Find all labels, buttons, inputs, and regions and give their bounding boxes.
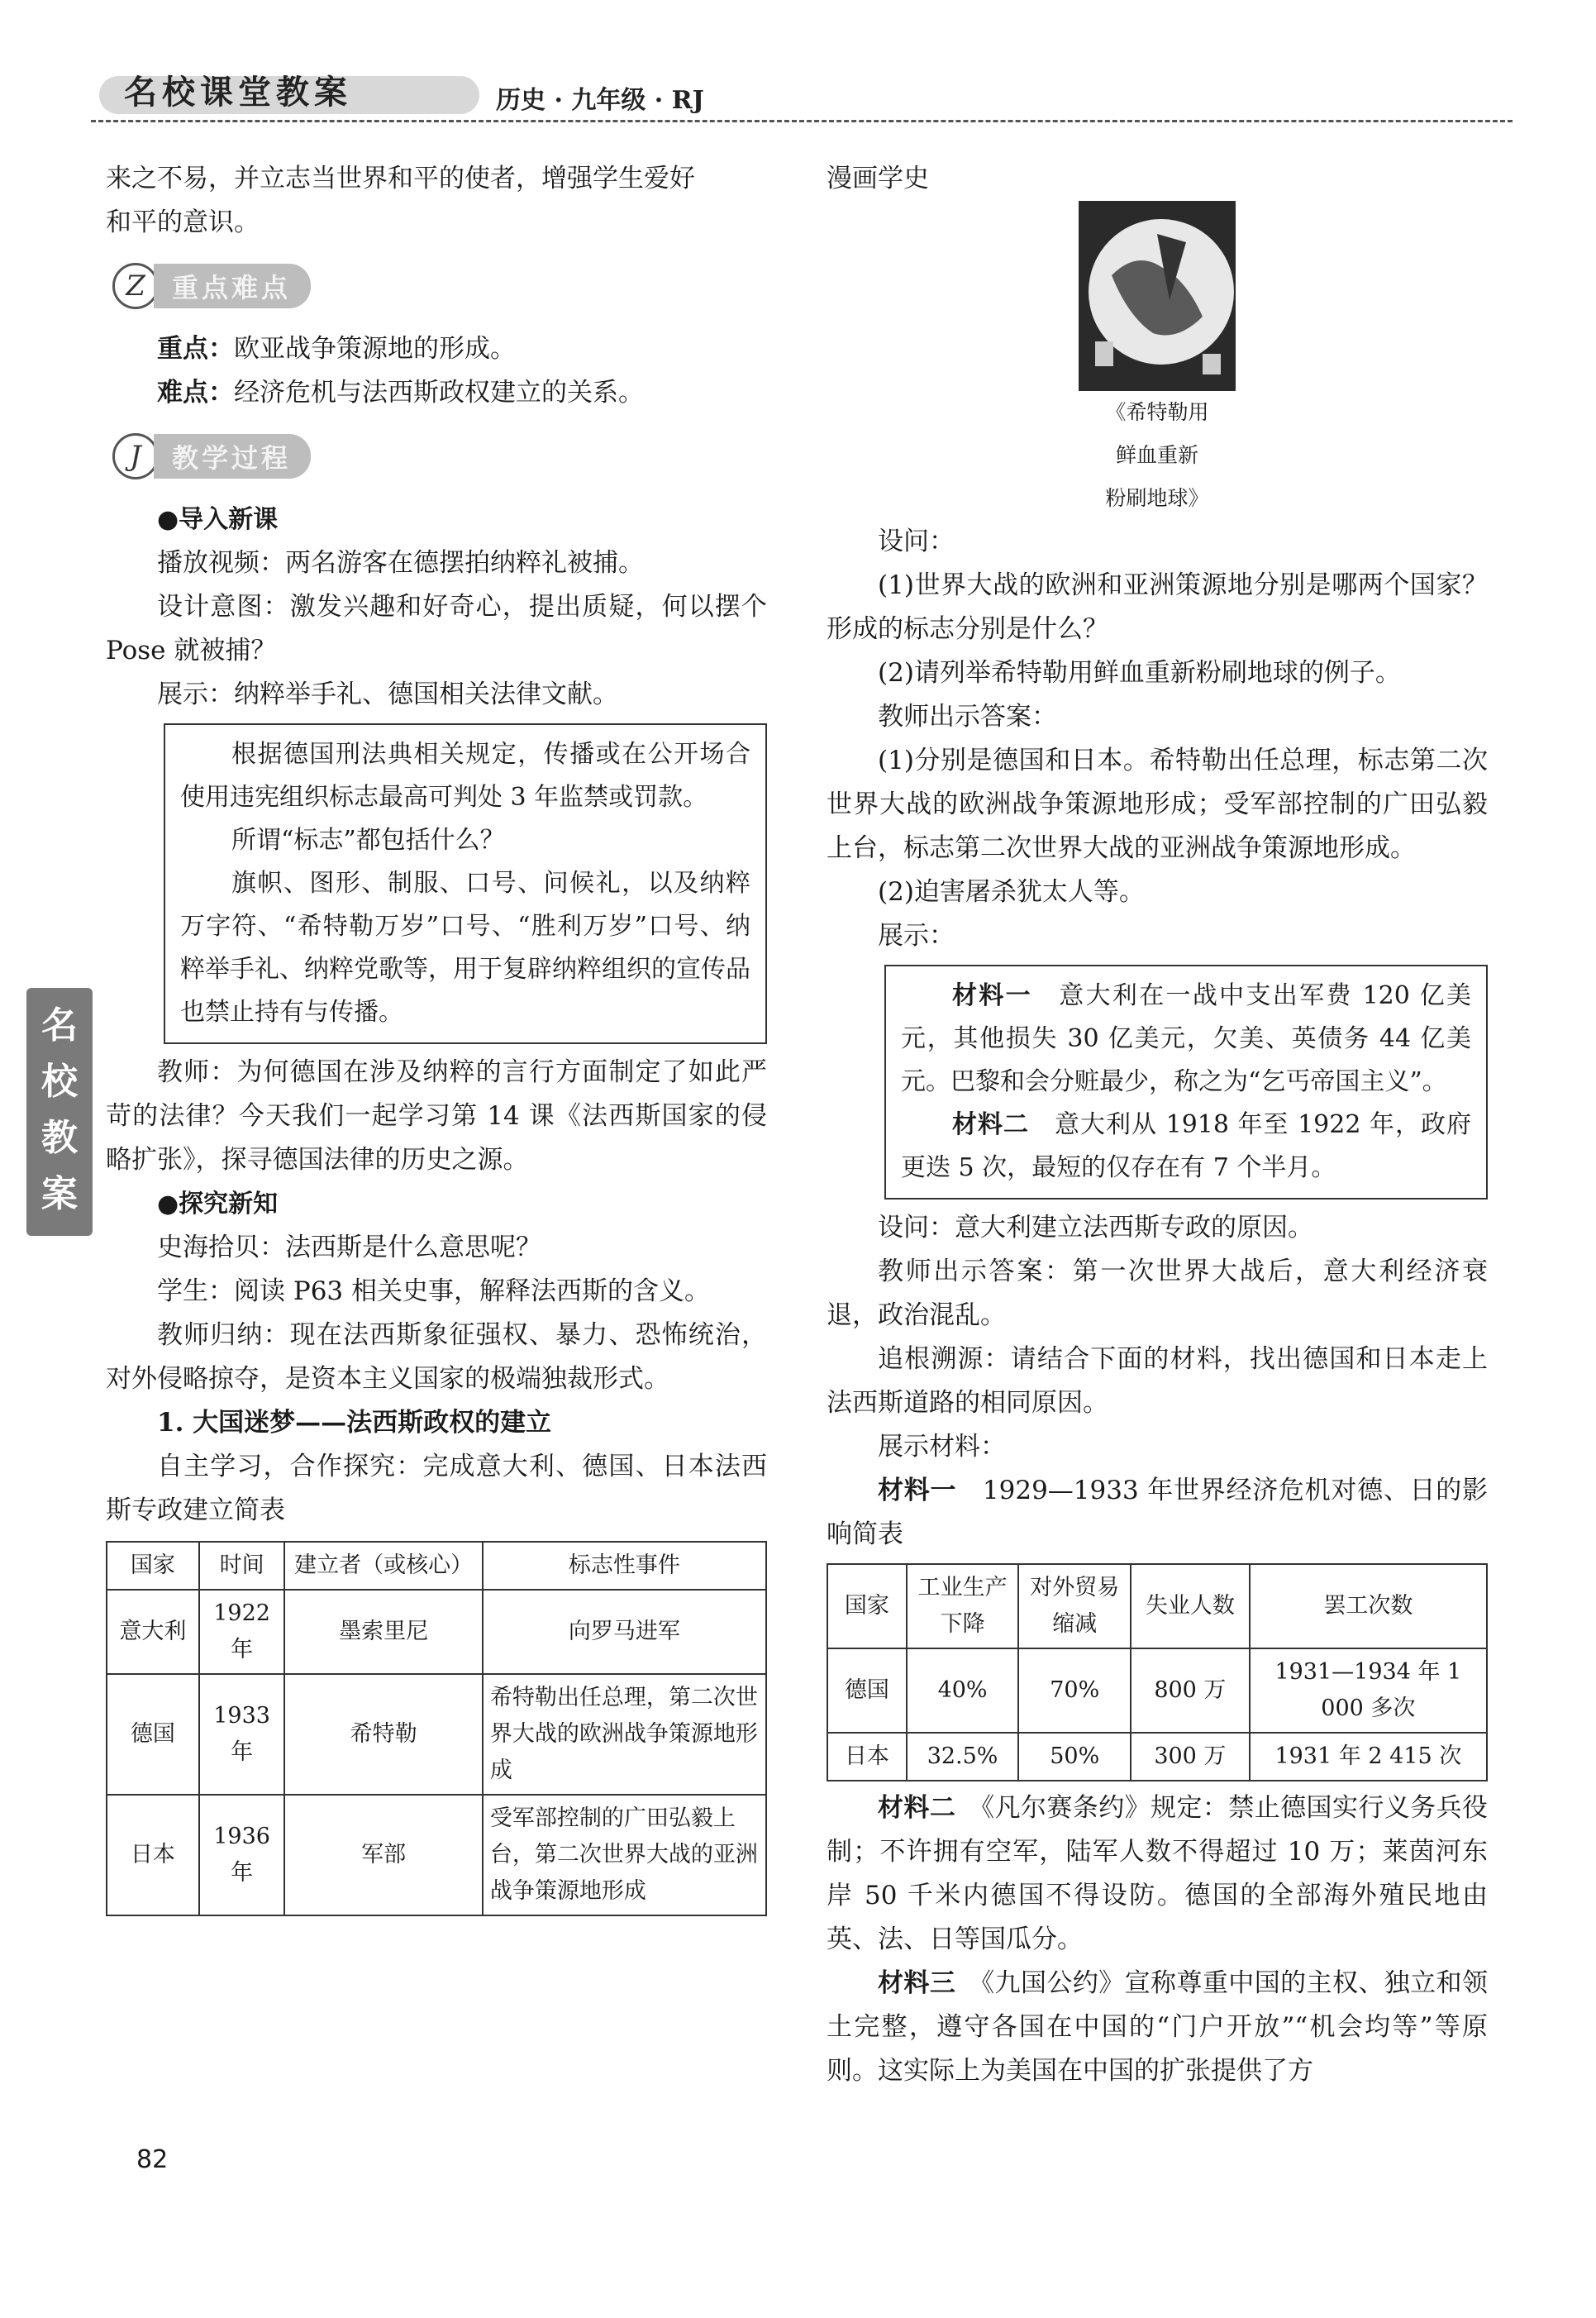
section-badge-icon: J bbox=[112, 433, 159, 479]
intro-line: 来之不易，并立志当世界和平的使者，增强学生爱好 bbox=[106, 164, 695, 193]
question-paragraph: (1)世界大战的欧洲和亚洲策源地分别是哪两个国家？形成的标志分别是什么？ bbox=[827, 570, 1488, 644]
page-number: 82 bbox=[136, 2145, 169, 2174]
explore-paragraph: 教师归纳：现在法西斯象征强权、暴力、恐怖统治，对外侵略掠夺，是资本主义国家的极端独裁形式。 bbox=[106, 1320, 767, 1394]
material-label: 材料一 bbox=[878, 1476, 957, 1505]
material-one bbox=[827, 1469, 1488, 1557]
show-paragraph: 展示： bbox=[878, 921, 955, 951]
table-cell: 日本 bbox=[827, 1733, 907, 1781]
box-paragraph: 旗帜、图形、制服、口号、问候礼，以及纳粹万字符、“希特勒万岁”口号、“胜利万岁”口号、纳粹举手礼、纳粹党歌等，用于复辟纳粹组织的宣传品也禁止持有与传播。 bbox=[180, 869, 750, 1027]
material-text: 《凡尔赛条约》规定：禁止德国实行义务兵役制；不许拥有空军，陆军人数不得超过 10 万；莱茵河东岸 50 千米内德国不得设防。德国的全部海外殖民地由英、法、日等国瓜分。 bbox=[827, 1793, 1489, 1954]
fascist-regime-table bbox=[106, 1541, 767, 1916]
difficult-point bbox=[106, 371, 767, 415]
material-text: 意大利从 1918 年至 1922 年，政府更迭 5 次，最短的仅存在有 7 个半月。 bbox=[901, 1110, 1471, 1182]
crisis-impact-table bbox=[827, 1563, 1488, 1781]
header-subject: 历史 · 九年级 · RJ bbox=[496, 86, 704, 115]
material-label: 材料一 bbox=[952, 981, 1032, 1010]
table-row bbox=[107, 1590, 766, 1674]
process-section-header bbox=[112, 433, 767, 479]
table-header-cell: 失业人数 bbox=[1131, 1564, 1250, 1648]
table-row bbox=[827, 1648, 1487, 1733]
table-header-cell: 建立者（或核心） bbox=[284, 1542, 482, 1590]
after-paragraph: 展示材料： bbox=[878, 1432, 1006, 1462]
intro-line: 和平的意识。 bbox=[106, 207, 260, 237]
after-paragraph: 追根溯源：请结合下面的材料，找出德国和日本走上法西斯道路的相同原因。 bbox=[827, 1344, 1488, 1418]
material-three bbox=[827, 1962, 1488, 2093]
section-title: 教学过程 bbox=[154, 434, 311, 479]
table-cell: 军部 bbox=[284, 1795, 482, 1915]
comic-caption bbox=[827, 391, 1488, 520]
table-header-cell: 对外贸易缩减 bbox=[1018, 1564, 1131, 1648]
material-paragraph bbox=[901, 1104, 1471, 1190]
caption-line: 鲜血重新 bbox=[1115, 443, 1198, 467]
table-cell: 1922 年 bbox=[199, 1590, 285, 1674]
table-cell: 墨索里尼 bbox=[284, 1590, 482, 1674]
left-column bbox=[106, 157, 767, 1916]
question-paragraph: (2)请列举希特勒用鲜血重新粉刷地球的例子。 bbox=[878, 658, 1401, 688]
table-header-cell: 国家 bbox=[107, 1542, 199, 1590]
table-header-cell: 工业生产下降 bbox=[907, 1564, 1019, 1648]
material-paragraph bbox=[901, 975, 1471, 1104]
material-text: 1929—1933 年世界经济危机对德、日的影响简表 bbox=[827, 1476, 1489, 1549]
import-paragraph: 播放视频：两名游客在德摆拍纳粹礼被捕。 bbox=[157, 548, 644, 578]
right-column bbox=[827, 157, 1488, 2093]
explore-paragraph: 学生：阅读 P63 相关史事，解释法西斯的含义。 bbox=[157, 1276, 711, 1306]
key-section-header bbox=[112, 263, 767, 309]
key-label: 重点： bbox=[157, 334, 234, 364]
table-cell: 1936 年 bbox=[199, 1795, 285, 1915]
after-paragraph: 设问：意大利建立法西斯专政的原因。 bbox=[878, 1213, 1313, 1242]
table-header-cell: 罢工次数 bbox=[1250, 1564, 1487, 1648]
box-paragraph: 所谓“标志”都包括什么？ bbox=[231, 826, 505, 855]
table-cell: 1933 年 bbox=[199, 1674, 285, 1795]
section-badge-icon: Z bbox=[112, 263, 159, 309]
difficult-label: 难点： bbox=[157, 378, 234, 408]
table-cell: 希特勒 bbox=[284, 1674, 482, 1795]
explore-paragraph: 史海拾贝：法西斯是什么意思呢？ bbox=[157, 1233, 541, 1262]
table-row bbox=[827, 1733, 1487, 1781]
side-tab bbox=[26, 988, 93, 1236]
table-header-row bbox=[827, 1564, 1487, 1648]
law-excerpt-box bbox=[164, 723, 767, 1044]
import-paragraph: 展示：纳粹举手礼、德国相关法律文献。 bbox=[157, 680, 618, 709]
material-label: 材料二 bbox=[952, 1110, 1030, 1139]
comic-illustration bbox=[1079, 201, 1236, 391]
table-cell: 德国 bbox=[827, 1648, 907, 1733]
section-title: 重点难点 bbox=[154, 264, 311, 308]
difficult-text: 经济危机与法西斯政权建立的关系。 bbox=[234, 378, 644, 408]
side-tab-char: 校 bbox=[41, 1061, 78, 1103]
side-tab-char: 名 bbox=[41, 1004, 78, 1047]
explore-heading: ●探究新知 bbox=[157, 1190, 279, 1219]
teacher-paragraph: 教师：为何德国在涉及纳粹的言行方面制定了如此严苛的法律？今天我们一起学习第 14 课《法西斯国家的侵略扩张》，探寻德国法律的历史之源。 bbox=[106, 1057, 767, 1175]
table-cell: 70% bbox=[1018, 1648, 1131, 1733]
table-row bbox=[107, 1795, 766, 1915]
header-brand: 名校课堂教案 bbox=[124, 74, 352, 112]
table-cell: 意大利 bbox=[107, 1590, 199, 1674]
import-paragraph: 设计意图：激发兴趣和好奇心，提出质疑，何以摆个 Pose 就被捕？ bbox=[106, 592, 767, 665]
key-text: 欧亚战争策源地的形成。 bbox=[234, 334, 516, 364]
answer-paragraph: (1)分别是德国和日本。希特勒出任总理，标志第二次世界大战的欧洲战争策源地形成；受军部控制的广田弘毅上台，标志第二次世界大战的亚洲战争策源地形成。 bbox=[827, 746, 1488, 863]
table-cell: 1931—1934 年 1 000 多次 bbox=[1250, 1648, 1487, 1733]
question-paragraph: 设问： bbox=[878, 527, 955, 556]
import-heading: ●导入新课 bbox=[157, 505, 279, 534]
table-row bbox=[107, 1674, 766, 1795]
side-tab-char: 案 bbox=[41, 1173, 78, 1215]
box-paragraph: 根据德国刑法典相关规定，传播或在公开场合使用违宪组织标志最高可判处 3 年监禁或罚款。 bbox=[180, 740, 750, 812]
globe-painting-icon bbox=[1079, 201, 1236, 391]
comic-heading: 漫画学史 bbox=[827, 164, 929, 193]
material-label: 材料三 bbox=[878, 1968, 956, 1998]
material-text: 《九国公约》宣称尊重中国的主权、独立和领土完整，遵守各国在中国的“门户开放”“机会均等”等原则。这实际上为美国在中国的扩张提供了方 bbox=[827, 1968, 1489, 2086]
sub-heading: 1. 大国迷梦——法西斯政权的建立 bbox=[157, 1408, 552, 1438]
table-cell: 800 万 bbox=[1131, 1648, 1250, 1733]
table-cell: 德国 bbox=[107, 1674, 199, 1795]
table-intro: 自主学习，合作探究：完成意大利、德国、日本法西斯专政建立简表 bbox=[106, 1452, 767, 1525]
italy-material-box bbox=[884, 965, 1488, 1200]
table-header-cell: 标志性事件 bbox=[483, 1542, 766, 1590]
material-text: 意大利在一战中支出军费 120 亿美元，其他损失 30 亿美元，欠美、英债务 44 亿美元。巴黎和会分赃最少，称之为“乞丐帝国主义”。 bbox=[901, 981, 1471, 1096]
table-header-row bbox=[107, 1542, 766, 1590]
caption-line: 粉刷地球》 bbox=[1105, 486, 1209, 510]
table-cell: 40% bbox=[907, 1648, 1019, 1733]
table-cell: 向罗马进军 bbox=[483, 1590, 766, 1674]
table-cell: 日本 bbox=[107, 1795, 199, 1915]
header-divider bbox=[91, 120, 1513, 122]
table-cell: 1931 年 2 415 次 bbox=[1250, 1733, 1487, 1781]
table-cell: 50% bbox=[1018, 1733, 1131, 1781]
answer-paragraph: (2)迫害屠杀犹太人等。 bbox=[878, 877, 1145, 907]
table-cell: 受军部控制的广田弘毅上台，第二次世界大战的亚洲战争策源地形成 bbox=[483, 1795, 766, 1915]
caption-line: 《希特勒用 bbox=[1105, 400, 1209, 424]
key-point bbox=[106, 327, 767, 371]
material-two bbox=[827, 1786, 1488, 1962]
table-cell: 32.5% bbox=[907, 1733, 1019, 1781]
table-cell: 希特勒出任总理，第二次世界大战的欧洲战争策源地形成 bbox=[483, 1674, 766, 1795]
table-header-cell: 时间 bbox=[199, 1542, 285, 1590]
after-paragraph: 教师出示答案：第一次世界大战后，意大利经济衰退，政治混乱。 bbox=[827, 1257, 1488, 1330]
table-cell: 300 万 bbox=[1131, 1733, 1250, 1781]
material-label: 材料二 bbox=[878, 1793, 956, 1823]
answer-paragraph: 教师出示答案： bbox=[878, 702, 1057, 732]
side-tab-char: 教 bbox=[41, 1117, 78, 1159]
table-header-cell: 国家 bbox=[827, 1564, 907, 1648]
